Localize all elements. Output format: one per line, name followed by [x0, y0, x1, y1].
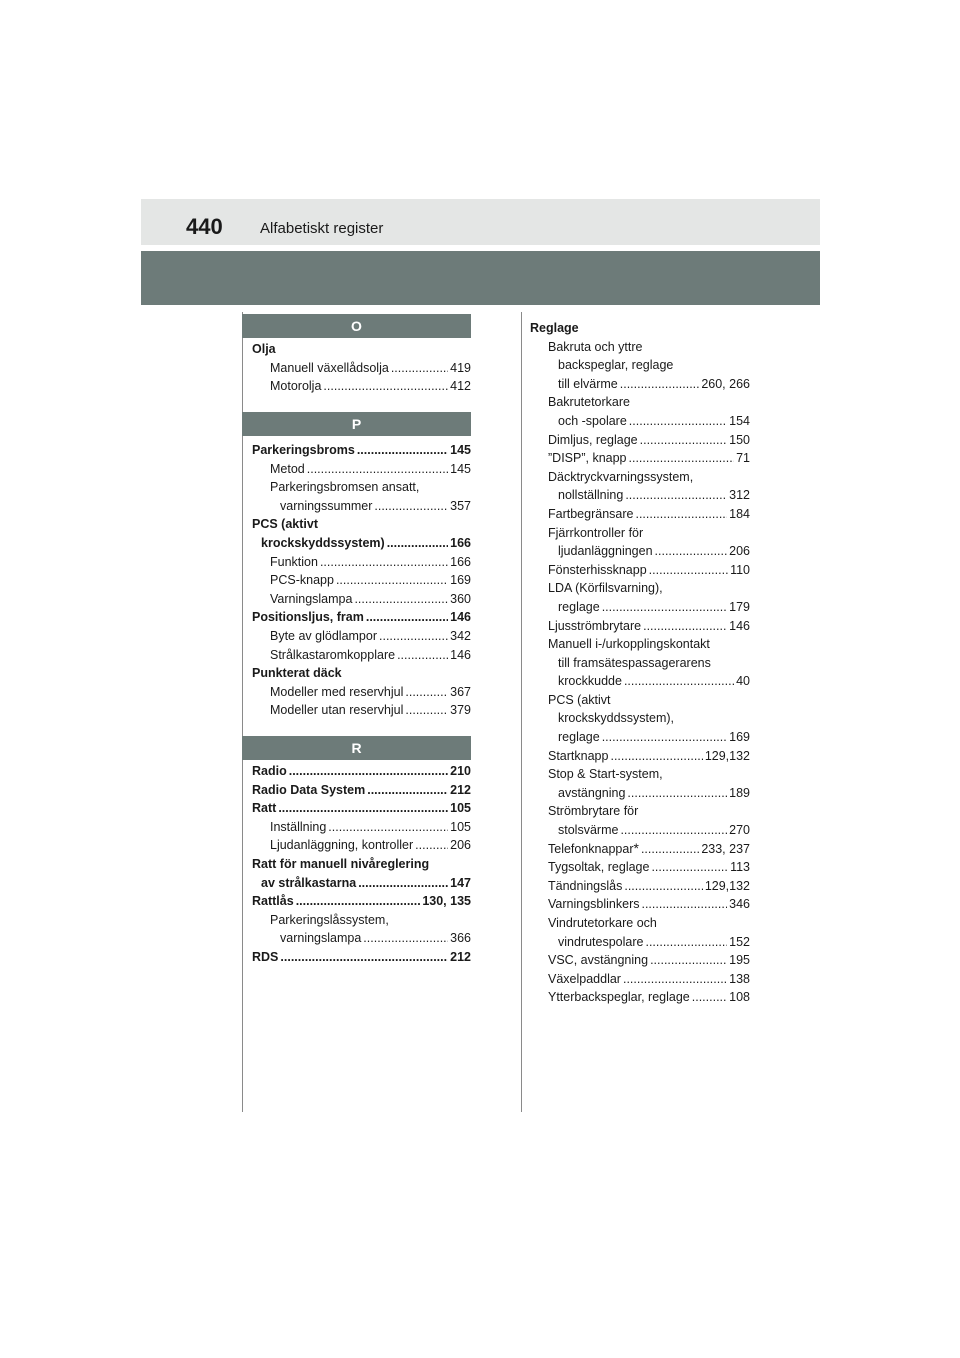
entry-text: och -spolare — [558, 413, 627, 428]
reglage-list — [530, 319, 750, 1007]
dot-leader — [307, 460, 448, 479]
entry-text: Rattlås — [252, 894, 294, 909]
page-reference: 146 — [450, 647, 471, 662]
entry-text: krockskyddssystem) — [261, 535, 385, 550]
index-entry — [530, 375, 750, 394]
dot-leader — [363, 929, 448, 948]
entry-text: nollställning — [558, 488, 624, 503]
index-entry — [530, 895, 750, 914]
page-reference: 206 — [729, 544, 750, 559]
entry-text: Modeller utan reservhjul — [270, 703, 404, 718]
index-entry — [252, 608, 471, 627]
page-reference: 129,132 — [704, 748, 750, 763]
section-p-list — [252, 441, 471, 720]
dot-leader — [367, 781, 448, 800]
index-entry — [252, 553, 471, 572]
index-entry — [530, 449, 750, 468]
dot-leader — [692, 988, 727, 1007]
entry-text: Telefonknappar — [548, 841, 634, 856]
index-entry — [530, 728, 750, 747]
header-bar — [141, 199, 820, 245]
entry-text: Ratt — [252, 801, 277, 816]
dot-leader — [623, 970, 727, 989]
page-reference: 169 — [729, 730, 750, 745]
dot-leader — [627, 784, 727, 803]
dot-leader — [366, 608, 448, 627]
entry-text: PCS-knapp — [270, 573, 334, 588]
page-reference: 146 — [729, 618, 750, 633]
entry-text: Dimljus, reglage — [548, 432, 638, 447]
page-reference: 195 — [729, 953, 750, 968]
entry-text: VSC, avstängning — [548, 953, 649, 968]
page-reference: 366 — [450, 931, 471, 946]
entry-text: Tändningslås — [548, 878, 623, 893]
entry-text: av strålkastarna — [261, 875, 357, 890]
page-reference: 260, 266 — [701, 376, 750, 391]
page-reference: 379 — [450, 703, 471, 718]
dot-leader — [323, 377, 448, 396]
entry-text: avstängning — [558, 785, 626, 800]
page-reference: 166 — [450, 554, 471, 569]
index-entry — [530, 933, 750, 952]
index-entry — [252, 460, 471, 479]
index-entry: Telefonknappar * ..... 233, 237 — [530, 840, 750, 859]
index-entry — [252, 781, 471, 800]
index-entry — [530, 970, 750, 989]
page-reference: 71 — [736, 451, 750, 466]
dot-leader — [602, 728, 727, 747]
dot-leader — [280, 948, 448, 967]
entry-text: Inställning — [270, 819, 327, 834]
entry-text: Växelpaddlar — [548, 971, 621, 986]
page-reference: 152 — [729, 934, 750, 949]
page-reference: 169 — [450, 573, 471, 588]
index-entry — [252, 701, 471, 720]
dot-leader — [649, 561, 728, 580]
page-reference: 150 — [729, 432, 750, 447]
page-reference: 179 — [729, 599, 750, 614]
dot-leader — [641, 840, 699, 859]
page-reference: 129,132 — [704, 878, 750, 893]
section-o-list — [252, 340, 471, 396]
page-reference: 105 — [450, 819, 471, 834]
dot-leader — [415, 836, 448, 855]
dot-leader — [296, 892, 421, 911]
dot-leader — [289, 762, 448, 781]
entry-text: ljudanläggningen — [558, 544, 653, 559]
index-entry — [530, 431, 750, 450]
entry-text: krockkudde — [558, 674, 622, 689]
page-reference: 419 — [450, 360, 471, 375]
page-title: Alfabetiskt register — [260, 220, 384, 237]
entry-text: vindrutespolare — [558, 934, 644, 949]
page-reference: 147 — [450, 875, 471, 890]
index-entry: PCS (aktivt — [548, 692, 611, 707]
index-entry — [530, 561, 750, 580]
index-entry — [530, 747, 750, 766]
entry-text: Radio Data System — [252, 782, 366, 797]
page-reference: 412 — [450, 379, 471, 394]
entry-text: ”DISP”, knapp — [548, 451, 627, 466]
dot-leader — [641, 895, 727, 914]
entry-text: Tygsoltak, reglage — [548, 860, 650, 875]
entry-text: Ytterbackspeglar, reglage — [548, 990, 690, 1005]
page-reference: 210 — [450, 764, 471, 778]
page-reference: 212 — [450, 949, 471, 964]
index-entry: Parkeringslåssystem, — [270, 912, 389, 927]
entry-text: Fartbegränsare — [548, 506, 634, 521]
dot-leader — [397, 646, 448, 665]
index-entry — [252, 534, 471, 553]
entry-text: Funktion — [270, 554, 318, 569]
dot-leader — [357, 441, 448, 460]
dot-leader — [655, 542, 728, 561]
index-entry — [252, 627, 471, 646]
dot-leader — [405, 683, 448, 702]
page-reference: 108 — [729, 990, 750, 1005]
page-reference: 233, 237 — [701, 841, 750, 856]
index-entry — [530, 505, 750, 524]
dot-leader — [336, 571, 448, 590]
entry-text: Parkeringsbroms — [252, 443, 355, 457]
index-entry: Manuell i-/urkopplingskontakt — [548, 637, 710, 652]
header-band — [141, 251, 820, 305]
entry-text: RDS — [252, 949, 279, 964]
index-entry — [252, 590, 471, 609]
page-reference: 346 — [729, 897, 750, 912]
entry-text: Modeller med reservhjul — [270, 684, 404, 699]
index-entry — [530, 877, 750, 896]
entry-text: till elvärme — [558, 376, 618, 391]
index-entry: krockskyddssystem), — [558, 711, 674, 726]
dot-leader — [391, 359, 448, 378]
dot-leader — [629, 449, 735, 468]
page-reference: 270 — [729, 823, 750, 838]
index-entry — [252, 799, 471, 818]
entry-text: Metod — [270, 461, 305, 476]
index-entry: Bakrutetorkare — [548, 395, 630, 410]
entry-text: Byte av glödlampor — [270, 628, 378, 643]
dot-leader — [643, 617, 727, 636]
index-entry — [530, 617, 750, 636]
section-r-list — [252, 762, 471, 967]
index-entry — [252, 836, 471, 855]
dot-leader — [320, 553, 448, 572]
dot-leader — [640, 431, 728, 450]
entry-text: stolsvärme — [558, 823, 619, 838]
dot-leader — [387, 534, 448, 553]
page-reference: 138 — [729, 971, 750, 986]
dot-leader — [358, 874, 448, 893]
dot-leader — [620, 821, 727, 840]
index-entry: Ratt för manuell nivåreglering — [252, 856, 430, 871]
index-entry — [252, 892, 471, 911]
dot-leader — [602, 598, 727, 617]
index-entry: till framsätespassagerarens — [558, 655, 711, 670]
entry-text: Varningslampa — [270, 591, 353, 606]
index-entry — [530, 988, 750, 1007]
dot-leader — [645, 933, 727, 952]
page-reference: 367 — [450, 684, 471, 699]
page-reference: 146 — [450, 610, 471, 625]
dot-leader — [374, 497, 448, 516]
index-entry — [252, 683, 471, 702]
entry-text: Motorolja — [270, 379, 322, 394]
entry-text: Manuell växellådsolja — [270, 360, 389, 375]
dot-leader — [278, 799, 448, 818]
dot-leader — [405, 701, 448, 720]
index-entry — [252, 948, 471, 967]
index-entry: Parkeringsbromsen ansatt, — [270, 480, 420, 495]
index-entry: Olja — [252, 342, 276, 356]
page-reference: 206 — [450, 838, 471, 853]
entry-text: varningslampa — [280, 931, 362, 946]
index-entry — [252, 874, 471, 893]
index-entry — [252, 929, 471, 948]
entry-text: Varningsblinkers — [548, 897, 640, 912]
index-entry — [252, 571, 471, 590]
index-entry: Bakruta och yttre — [548, 339, 643, 354]
page-reference: 154 — [729, 413, 750, 428]
page-reference: 145 — [450, 443, 471, 457]
page-reference: 212 — [450, 782, 471, 797]
page-reference: 110 — [730, 562, 750, 577]
page-reference: 113 — [730, 860, 750, 875]
index-entry — [530, 542, 750, 561]
index-entry — [252, 359, 471, 378]
page-reference: 130, 135 — [422, 894, 471, 909]
index-entry — [530, 598, 750, 617]
entry-text: Startknapp — [548, 748, 609, 763]
page-reference: 357 — [450, 498, 471, 513]
dot-leader — [328, 818, 448, 837]
entry-text: varningssummer — [280, 498, 373, 513]
page-reference: 189 — [729, 785, 750, 800]
section-header-r: R — [242, 736, 471, 760]
section-header-p: P — [242, 412, 471, 436]
entry-text: Fönsterhissknapp — [548, 562, 647, 577]
index-entry — [252, 646, 471, 665]
index-entry — [530, 412, 750, 431]
dot-leader — [629, 412, 727, 431]
index-entry: LDA (Körfilsvarning), — [548, 581, 663, 596]
page-reference: 105 — [450, 801, 471, 816]
index-entry: Strömbrytare för — [548, 804, 639, 819]
index-entry — [530, 672, 750, 691]
entry-text: Ljudanläggning, kontroller — [270, 838, 414, 853]
dot-leader — [620, 375, 700, 394]
entry-text: Radio — [252, 764, 287, 778]
page-reference: 360 — [450, 591, 471, 606]
page-reference: 312 — [729, 488, 750, 503]
index-entry: backspeglar, reglage — [558, 358, 674, 373]
section-header-o: O — [242, 314, 471, 338]
index-entry: Fjärrkontroller för — [548, 525, 644, 540]
dot-leader — [624, 877, 702, 896]
dot-leader — [379, 627, 448, 646]
entry-text: Strålkastaromkopplare — [270, 647, 396, 662]
entry-text: reglage — [558, 599, 600, 614]
index-entry: Vindrutetorkare och — [548, 916, 657, 930]
dot-leader — [610, 747, 702, 766]
dot-leader — [651, 858, 728, 877]
page-reference: 40 — [736, 674, 750, 689]
index-entry — [530, 951, 750, 970]
dot-leader — [625, 486, 727, 505]
dot-leader — [624, 672, 734, 691]
dot-leader — [650, 951, 727, 970]
index-entry — [252, 818, 471, 837]
index-entry: Reglage — [530, 321, 579, 335]
index-entry — [252, 497, 471, 516]
entry-text: reglage — [558, 730, 600, 745]
index-entry — [252, 441, 471, 460]
entry-text: Ljusströmbrytare — [548, 618, 642, 633]
dot-leader — [354, 590, 448, 609]
column-divider-right — [521, 312, 522, 1112]
page-reference: 342 — [450, 628, 471, 643]
index-entry: Stop & Start-system, — [548, 767, 663, 782]
index-entry: Punkterat däck — [252, 666, 342, 681]
index-entry — [530, 821, 750, 840]
page-reference: 166 — [450, 535, 471, 550]
page-reference: 184 — [729, 506, 750, 521]
index-entry — [530, 858, 750, 877]
index-entry — [530, 784, 750, 803]
index-entry — [530, 486, 750, 505]
index-entry: PCS (aktivt — [252, 517, 318, 532]
page-number: 440 — [186, 214, 223, 239]
dot-leader — [635, 505, 727, 524]
index-entry: Däcktryckvarningssystem, — [548, 469, 694, 484]
entry-text: Positionsljus, fram — [252, 610, 364, 625]
index-entry — [252, 762, 471, 781]
page-reference: 145 — [450, 461, 471, 476]
index-entry — [252, 377, 471, 396]
